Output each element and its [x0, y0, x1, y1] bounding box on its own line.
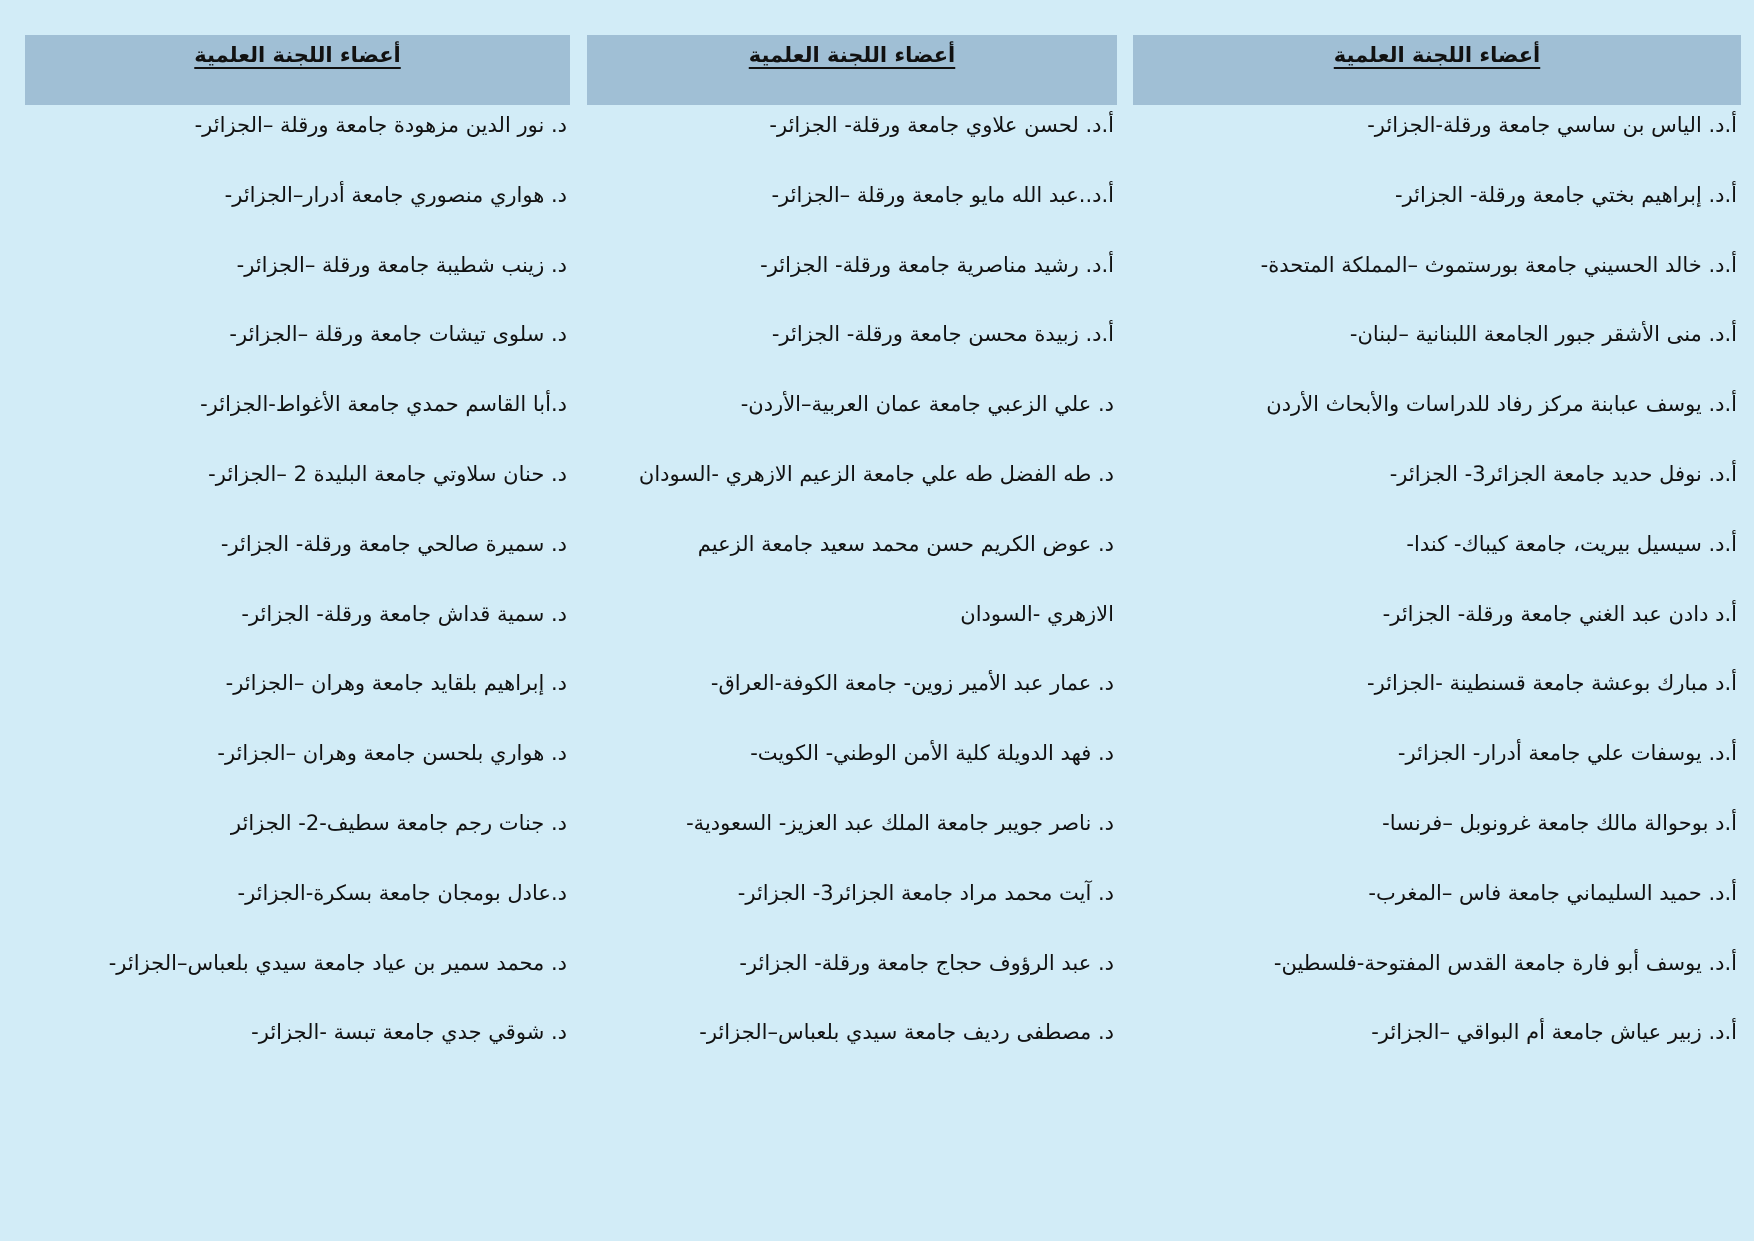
member-item: د. حنان سلاوتي جامعة البليدة 2 –الجزائر- — [208, 461, 567, 486]
committee-column-right — [1133, 35, 1741, 1082]
member-item: د. سميرة صالحي جامعة ورقلة- الجزائر- — [220, 531, 567, 556]
member-item: أ.د. حميد السليماني جامعة فاس –المغرب- — [1368, 880, 1737, 905]
member-item-continuation: الازهري -السودان — [960, 601, 1114, 626]
member-item: د. هواري بلحسن جامعة وهران –الجزائر- — [217, 741, 567, 766]
member-list — [25, 105, 570, 1082]
member-item: د. سلوى تيشات جامعة ورقلة –الجزائر- — [229, 322, 567, 347]
member-item: أ.د. زبيدة محسن جامعة ورقلة- الجزائر- — [771, 322, 1114, 347]
column-header — [587, 35, 1117, 105]
member-item: أ.د بوحوالة مالك جامعة غرونوبل –فرنسا- — [1382, 810, 1737, 835]
member-item: أ.د. يوسفات علي جامعة أدرار- الجزائر- — [1397, 741, 1737, 766]
member-item: د. سمية قداش جامعة ورقلة- الجزائر- — [241, 601, 567, 626]
member-item: د. شوقي جدي جامعة تبسة -الجزائر- — [251, 1020, 567, 1045]
member-item: د. عوض الكريم حسن محمد سعيد جامعة الزعيم — [697, 531, 1114, 556]
member-item: د.أبا القاسم حمدي جامعة الأغواط-الجزائر- — [200, 392, 567, 417]
column-header-title: أعضاء اللجنة العلمية — [1333, 43, 1541, 67]
member-item: أ.د..عبد الله مايو جامعة ورقلة –الجزائر- — [771, 182, 1114, 207]
member-item: أ.د. يوسف أبو فارة جامعة القدس المفتوحة-فلسطين- — [1273, 950, 1737, 975]
member-item: أ.د. منى الأشقر جبور الجامعة اللبنانية –لبنان- — [1349, 322, 1737, 347]
column-header — [25, 35, 570, 105]
member-item: د. طه الفضل طه علي جامعة الزعيم الازهري -السودان — [638, 461, 1114, 486]
member-item: أ.د. خالد الحسيني جامعة بورستموث –المملكة المتحدة- — [1260, 252, 1737, 277]
member-item: د. زينب شطيبة جامعة ورقلة –الجزائر- — [236, 252, 567, 277]
member-item: أ.د. رشيد مناصرية جامعة ورقلة- الجزائر- — [760, 252, 1114, 277]
member-item: د. هواري منصوري جامعة أدرار–الجزائر- — [224, 182, 567, 207]
member-item: د. نور الدين مزهودة جامعة ورقلة –الجزائر- — [194, 113, 567, 137]
member-item: د. مصطفى رديف جامعة سيدي بلعباس–الجزائر- — [699, 1020, 1114, 1045]
column-header-title: أعضاء اللجنة العلمية — [194, 43, 401, 67]
member-item: أ.د دادن عبد الغني جامعة ورقلة- الجزائر- — [1382, 601, 1737, 626]
committee-column-left — [25, 35, 570, 1082]
member-item: د. فهد الدويلة كلية الأمن الوطني- الكويت- — [750, 741, 1114, 766]
member-item: أ.د مبارك بوعشة جامعة قسنطينة -الجزائر- — [1367, 671, 1737, 696]
member-item: د. عمار عبد الأمير زوين- جامعة الكوفة-العراق- — [710, 671, 1114, 696]
member-item: أ.د. نوفل حديد جامعة الجزائر3- الجزائر- — [1389, 461, 1737, 486]
member-item: د. آيت محمد مراد جامعة الجزائر3- الجزائر- — [737, 880, 1114, 905]
member-item: د. ناصر جويبر جامعة الملك عبد العزيز- السعودية- — [686, 810, 1114, 835]
member-item: أ.د. لحسن علاوي جامعة ورقلة- الجزائر- — [769, 113, 1114, 137]
member-item: أ.د. زبير عياش جامعة أم البواقي –الجزائر- — [1371, 1020, 1737, 1045]
member-item: د. علي الزعبي جامعة عمان العربية–الأردن- — [740, 392, 1114, 417]
member-list — [587, 105, 1117, 1082]
member-item: د. إبراهيم بلقايد جامعة وهران –الجزائر- — [225, 671, 567, 696]
member-item: د. جنات رجم جامعة سطيف-2- الجزائر — [230, 810, 567, 835]
member-item: أ.د. سيسيل بيريت، جامعة كيباك- كندا- — [1406, 531, 1737, 556]
member-item: د. محمد سمير بن عياد جامعة سيدي بلعباس–الجزائر- — [108, 950, 567, 975]
member-item: أ.د. الياس بن ساسي جامعة ورقلة-الجزائر- — [1367, 113, 1737, 137]
member-item: أ.د. يوسف عبابنة مركز رفاد للدراسات والأبحاث الأردن — [1266, 392, 1737, 417]
committee-column-middle — [587, 35, 1117, 1082]
column-header — [1133, 35, 1741, 105]
member-item: د. عبد الرؤوف حجاج جامعة ورقلة- الجزائر- — [739, 950, 1114, 975]
member-list — [1133, 105, 1741, 1082]
member-item: د.عادل بومجان جامعة بسكرة-الجزائر- — [237, 880, 567, 905]
column-header-title: أعضاء اللجنة العلمية — [748, 43, 956, 67]
member-item: أ.د. إبراهيم بختي جامعة ورقلة- الجزائر- — [1395, 182, 1737, 207]
